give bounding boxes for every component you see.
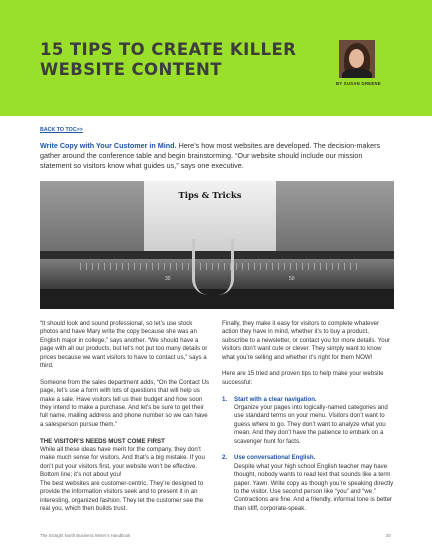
section-heading: THE VISITOR’S NEEDS MUST COME FIRST bbox=[40, 437, 165, 445]
typebar-guide bbox=[192, 239, 234, 295]
author-shoulders bbox=[342, 69, 372, 78]
footer-page-number: 20 bbox=[386, 533, 391, 538]
tip-number: 2. bbox=[222, 454, 228, 462]
author-byline: BY SUSAN GREENE bbox=[336, 81, 381, 86]
tip-item bbox=[222, 454, 394, 513]
intro-lead: Write Copy with Your Customer in Mind. bbox=[40, 141, 177, 150]
tip-title: Start with a clear navigation. bbox=[234, 395, 317, 403]
right-paragraph-2: Here are 15 tried and proven tips to help make your website successful: bbox=[222, 370, 384, 386]
tip-content bbox=[234, 396, 394, 446]
tip-body: Despite what your high school English teacher may have thought, nobody wants to read text that sounds like a term paper. Yawn. Write copy as though you’re speaking directly to the visitor. Use second person like “you” and “we.” Contractions are fine. And a friendly, informal tone is better than stiff, corporate-speak. bbox=[234, 462, 394, 512]
author-photo bbox=[339, 40, 375, 78]
left-paragraph-2: Someone from the sales department adds, “On the Contact Us page, let’s use a form with lots of questions that will help us make a sale. Have visitors tell us their budget and how soon they intend to make a purchase. And let’s be sure to get their full name, mailing address and phone number so we can have a salesperson pursue them.” bbox=[40, 378, 210, 428]
scale-number-left: 30 bbox=[165, 276, 171, 282]
author-face bbox=[349, 49, 364, 68]
left-column bbox=[40, 320, 212, 513]
footer-book-title: The Straight North Business Writer’s Handbook bbox=[40, 533, 131, 538]
tip-content bbox=[234, 454, 394, 513]
left-paragraph-4: The best websites are customer-centric. They’re designed to provide the information visitors seek and to present it in an interesting, organized fashion. They let the customer see the real you, which then builds trust. bbox=[40, 479, 204, 512]
page-title: 15 TIPS TO CREATE KILLER WEBSITE CONTENT bbox=[40, 40, 297, 79]
header-banner bbox=[0, 0, 432, 116]
back-to-toc-link[interactable]: BACK TO TOC>> bbox=[40, 127, 83, 133]
left-paragraph-3: While all these ideas have merit for the company, they don’t make much sense for visitors. And that’s a big mistake. If you don’t put your visitors first, your website won’t be effective. Bottom line; it’s not about you! bbox=[40, 446, 205, 479]
tip-body: Organize your pages into logically-named categories and use standard terms on your menu. Visitors don’t want to guess where to go. They don’t want to analyze what you mean. And they don’t have the patience to embark on a scavenger hunt for facts. bbox=[234, 404, 388, 445]
tip-number: 1. bbox=[222, 395, 228, 403]
intro-paragraph bbox=[40, 141, 394, 171]
tip-title: Use conversational English. bbox=[234, 454, 316, 462]
right-paragraph-1: Finally, they make it easy for visitors to complete whatever action they have in mind, whether it’s to buy a product, subscribe to a newsletter, or contact you for more details. Your visitors don’t want cute or clever. They simply want to know what you’re selling and whether it’s right for them NOW! bbox=[222, 320, 391, 361]
left-paragraph-1: “It should look and sound professional, so let’s use stock photos and have Mary write the copy because she was an English major in college,” says another. “We should have a page with all our products, but let’s not put too many details or prices because we want visitors to have to contact us,” says a third. bbox=[40, 320, 208, 370]
tip-item bbox=[222, 396, 394, 446]
typewriter-photo bbox=[40, 181, 394, 309]
scale-number-right: 50 bbox=[289, 276, 295, 282]
intro-body: Here’s how most websites are developed. The decision-makers gather around the conference table and begin brainstorming. “Our website should include our mission statement so visitors know what guides us,” says one executive. bbox=[40, 141, 381, 170]
right-column bbox=[222, 320, 394, 522]
paper-text: Tips & Tricks bbox=[178, 191, 242, 201]
